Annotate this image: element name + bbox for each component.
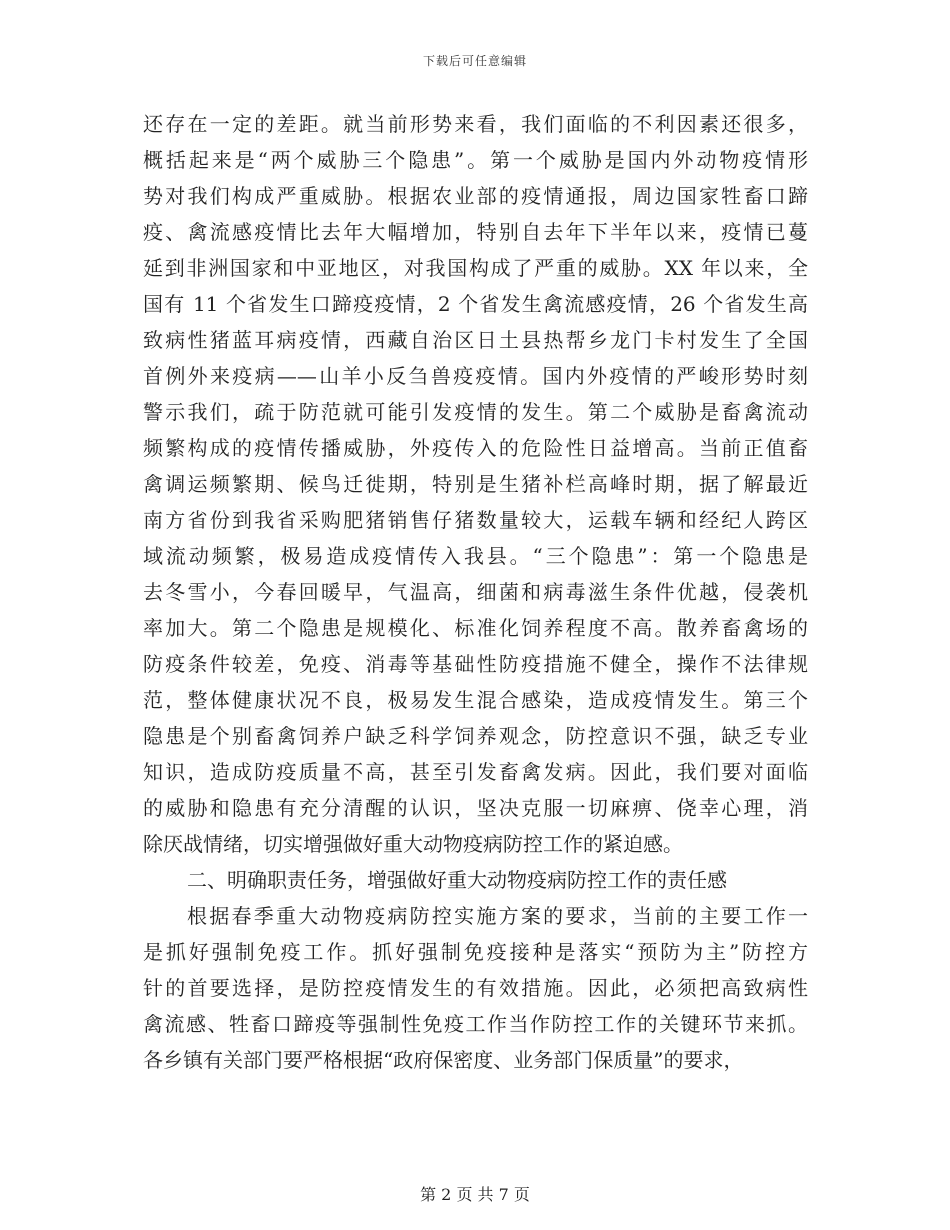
text-line: 防疫条件较差，免疫、消毒等基础性防疫措施不健全，操作不法律规 [143, 652, 808, 676]
text-line: 去冬雪小，今春回暖早，气温高，细菌和病毒滋生条件优越，侵袭机 [143, 580, 808, 604]
text-line: 除厌战情绪，切实增强做好重大动物疫病防控工作的紧迫感。 [143, 832, 683, 856]
text-line: 首例外来疫病——山羊小反刍兽疫疫情。国内外疫情的严峻形势时刻 [143, 364, 808, 388]
text-line: 隐患是个别畜禽饲养户缺乏科学饲养观念，防控意识不强，缺乏专业 [143, 724, 808, 748]
paragraph [143, 862, 808, 898]
text-line: 延到非洲国家和中亚地区，对我国构成了严重的威胁。XX 年以来，全 [143, 256, 808, 280]
text-line: 知识，造成防疫质量不高，甚至引发畜禽发病。因此，我们要对面临 [143, 760, 808, 784]
text-line: 还存在一定的差距。就当前形势来看，我们面临的不利因素还很多， [143, 112, 808, 136]
paragraph [143, 898, 808, 1078]
text-line: 针的首要选择，是防控疫情发生的有效措施。因此，必须把高致病性 [143, 976, 808, 1000]
text-line: 南方省份到我省采购肥猪销售仔猪数量较大，运载车辆和经纪人跨区 [143, 508, 808, 532]
text-line: 是抓好强制免疫工作。抓好强制免疫接种是落实“预防为主”防控方 [143, 940, 808, 964]
text-line: 范，整体健康状况不良，极易发生混合感染，造成疫情发生。第三个 [143, 688, 808, 712]
text-line: 势对我们构成严重威胁。根据农业部的疫情通报，周边国家牲畜口蹄 [143, 184, 808, 208]
text-line: 各乡镇有关部门要严格根据“政府保密度、业务部门保质量”的要求， [143, 1048, 744, 1072]
text-line: 疫、禽流感疫情比去年大幅增加，特别自去年下半年以来，疫情已蔓 [143, 220, 808, 244]
text-line: 频繁构成的疫情传播威胁，外疫传入的危险性日益增高。当前正值畜 [143, 436, 808, 460]
text-line: 率加大。第二个隐患是规模化、标准化饲养程度不高。散养畜禽场的 [143, 616, 808, 640]
header-note: 下载后可任意编辑 [422, 54, 527, 68]
text-line: 致病性猪蓝耳病疫情，西藏自治区日土县热帮乡龙门卡村发生了全国 [143, 328, 808, 352]
text-line: 域流动频繁，极易造成疫情传入我县。“三个隐患”：第一个隐患是 [143, 544, 808, 568]
text-line: 二、明确职责任务，增强做好重大动物疫病防控工作的责任感 [187, 868, 727, 892]
text-line: 禽流感、牲畜口蹄疫等强制性免疫工作当作防控工作的关键环节来抓。 [143, 1012, 808, 1036]
text-line: 禽调运频繁期、候鸟迁徙期，特别是生猪补栏高峰时期，据了解最近 [143, 472, 808, 496]
text-line: 概括起来是“两个威胁三个隐患”。第一个威胁是国内外动物疫情形 [143, 148, 808, 172]
text-line: 根据春季重大动物疫病防控实施方案的要求，当前的主要工作一 [187, 904, 808, 928]
text-line: 警示我们，疏于防范就可能引发疫情的发生。第二个威胁是畜禽流动 [143, 400, 808, 424]
text-line: 国有 11 个省发生口蹄疫疫情，2 个省发生禽流感疫情，26 个省发生高 [143, 292, 808, 316]
paragraph [143, 106, 808, 862]
page-number: 第 2 页 共 7 页 [420, 1185, 530, 1204]
text-line: 的威胁和隐患有充分清醒的认识，坚决克服一切麻痹、侥幸心理，消 [143, 796, 808, 820]
document-body [143, 106, 808, 1078]
